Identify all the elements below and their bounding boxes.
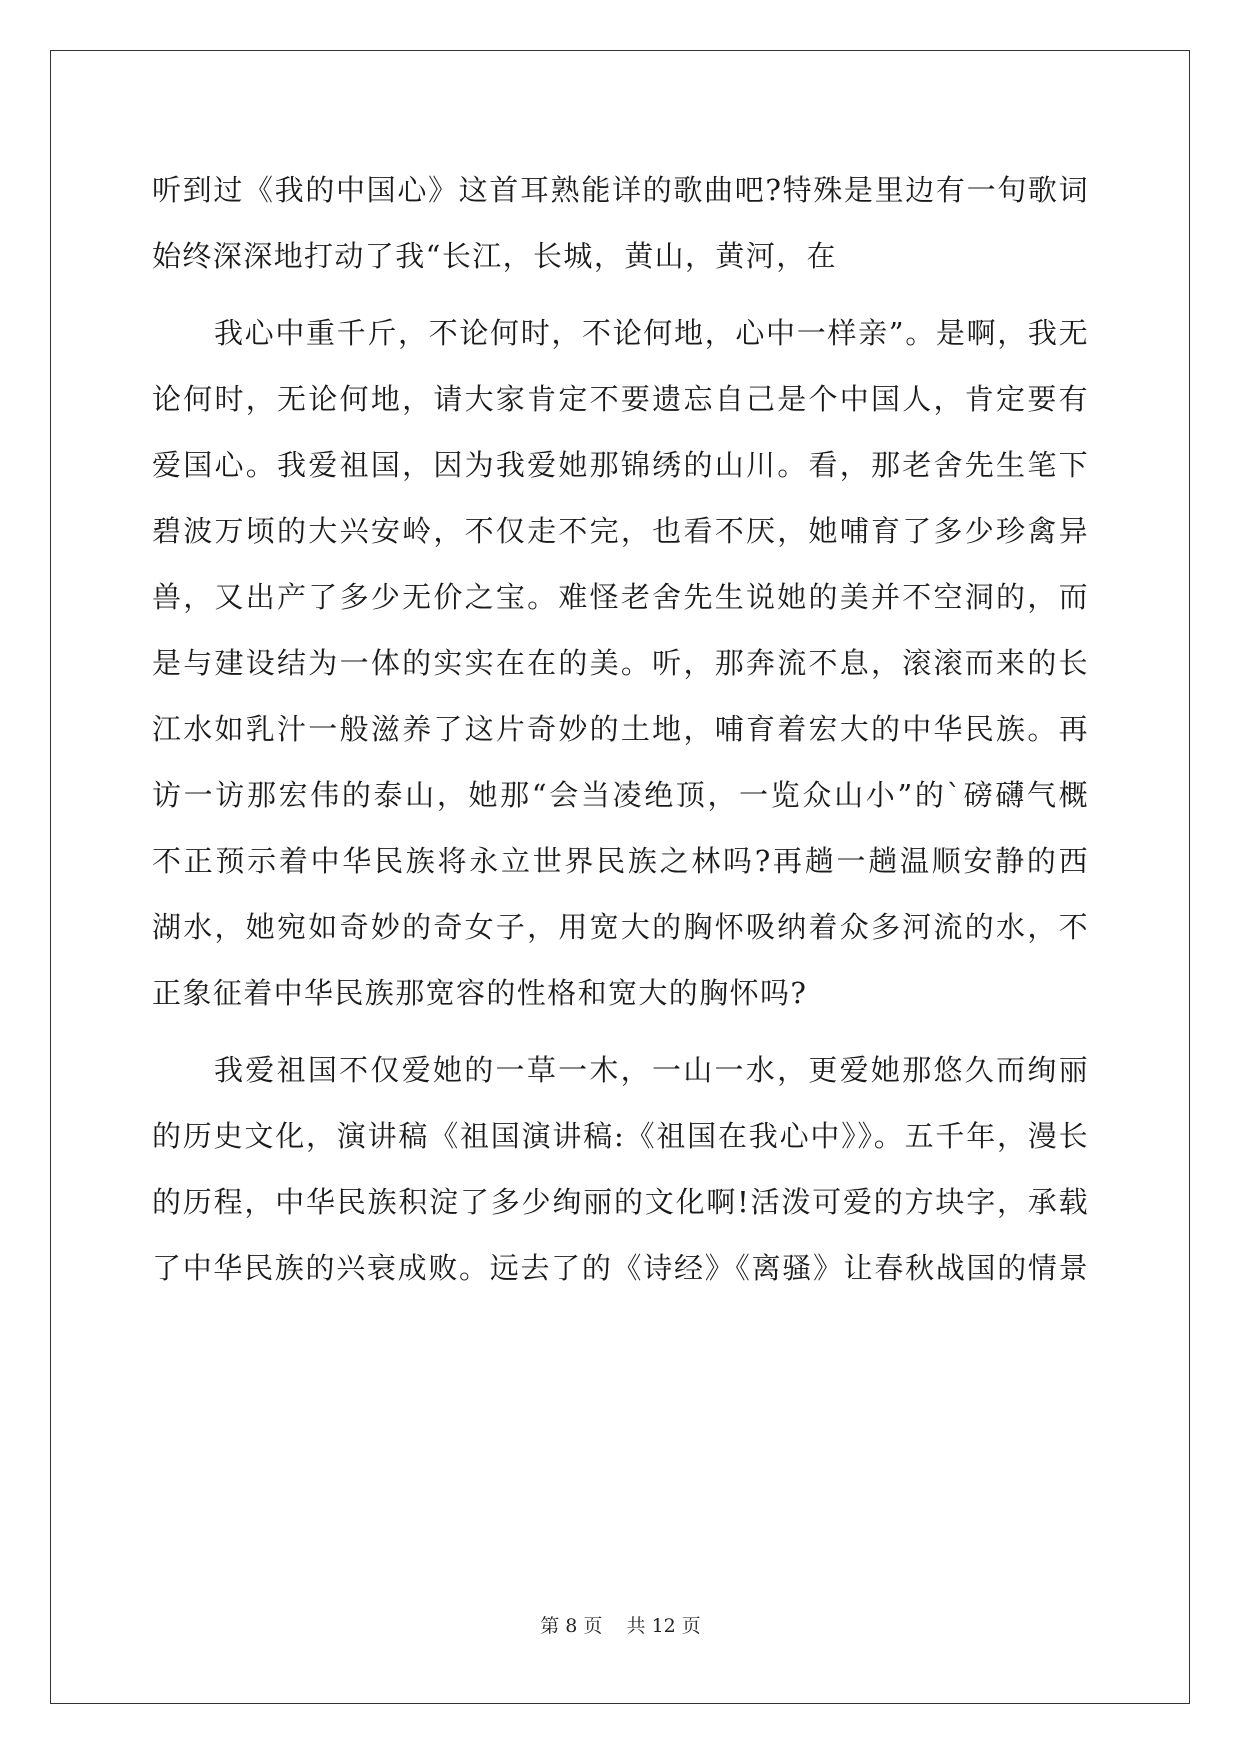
document-body (152, 157, 1089, 1301)
text-line: 的历史文化，演讲稿《祖国演讲稿:《祖国在我心中》》。五千年，漫长 (152, 1119, 1089, 1153)
text-line: 爱国心。我爱祖国，因为我爱她那锦绣的山川。看，那老舍先生笔下 (152, 448, 1089, 482)
text-line: 正象征着中华民族那宽容的性格和宽大的胸怀吗? (152, 976, 808, 1010)
text-line: 论何时，无论何地，请大家肯定不要遗忘自己是个中国人，肯定要有 (152, 382, 1089, 416)
text-line: 我心中重千斤，不论何时，不论何地，心中一样亲”。是啊，我无 (214, 316, 1089, 350)
text-line: 的历程，中华民族积淀了多少绚丽的文化啊!活泼可爱的方块字，承载 (152, 1185, 1089, 1219)
text-line: 湖水，她宛如奇妙的奇女子，用宽大的胸怀吸纳着众多河流的水，不 (152, 910, 1089, 944)
text-line: 江水如乳汁一般滋养了这片奇妙的土地，哺育着宏大的中华民族。再 (152, 712, 1089, 746)
text-line: 访一访那宏伟的泰山，她那“会当凌绝顶，一览众山小”的`磅礴气概 (152, 778, 1089, 812)
text-line: 碧波万顷的大兴安岭，不仅走不完，也看不厌，她哺育了多少珍禽异 (152, 514, 1089, 548)
text-line: 始终深深地打动了我“长江，长城，黄山，黄河，在 (152, 239, 838, 273)
page-number-footer: 第 8 页 共 12 页 (540, 1615, 701, 1637)
text-line: 听到过《我的中国心》这首耳熟能详的歌曲吧?特殊是里边有一句歌词 (152, 173, 1089, 207)
text-line: 兽，又出产了多少无价之宝。难怪老舍先生说她的美并不空洞的，而 (152, 580, 1089, 614)
text-line: 是与建设结为一体的实实在在的美。听，那奔流不息，滚滚而来的长 (152, 646, 1089, 680)
text-line: 我爱祖国不仅爱她的一草一木，一山一水，更爱她那悠久而绚丽 (214, 1053, 1089, 1087)
text-line: 了中华民族的兴衰成败。远去了的《诗经》《离骚》让春秋战国的情景 (152, 1251, 1089, 1285)
text-line: 不正预示着中华民族将永立世界民族之林吗?再趟一趟温顺安静的西 (152, 844, 1089, 878)
